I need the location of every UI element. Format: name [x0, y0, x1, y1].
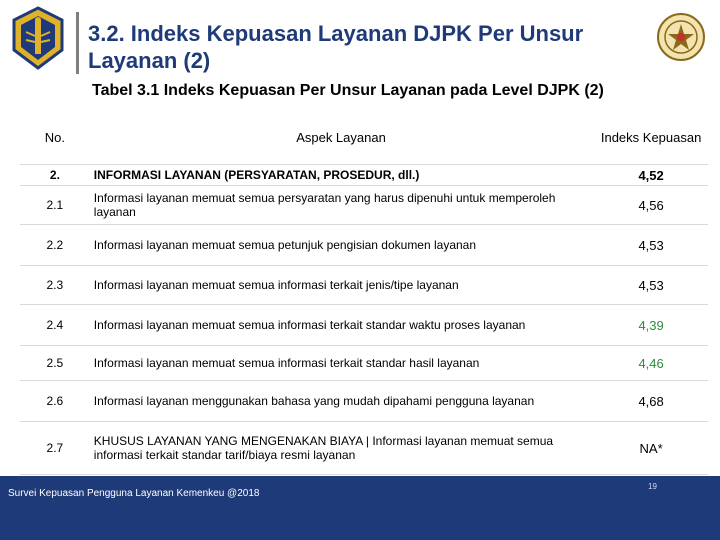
row-aspek: INFORMASI LAYANAN (PERSYARATAN, PROSEDUR, dll.) — [90, 165, 594, 186]
row-no: 2.4 — [20, 305, 90, 346]
row-index: 4,53 — [594, 266, 708, 305]
footer-bar — [0, 476, 720, 540]
row-index: 4,53 — [594, 225, 708, 266]
row-index: 4,52 — [594, 165, 708, 186]
col-header-index: Indeks Kepuasan — [594, 110, 708, 165]
table-row — [20, 422, 708, 475]
row-no: 2.2 — [20, 225, 90, 266]
satisfaction-table — [20, 110, 708, 475]
row-no: 2.3 — [20, 266, 90, 305]
row-aspek: Informasi layanan menggunakan bahasa yang mudah dipahami pengguna layanan — [90, 381, 594, 422]
table-row — [20, 346, 708, 381]
row-no: 2.6 — [20, 381, 90, 422]
row-no: 2.7 — [20, 422, 90, 475]
row-aspek: KHUSUS LAYANAN YANG MENGENAKAN BIAYA | Informasi layanan memuat semua informasi terkait standar tarif/biaya resmi layanan — [90, 422, 594, 475]
row-aspek: Informasi layanan memuat semua persyaratan yang harus dipenuhi untuk memperoleh layanan — [90, 186, 594, 225]
table-row — [20, 381, 708, 422]
row-no: 2. — [20, 165, 90, 186]
table-row — [20, 305, 708, 346]
row-index: 4,39 — [594, 305, 708, 346]
col-header-aspek: Aspek Layanan — [90, 110, 594, 165]
table-header-row — [20, 110, 708, 165]
row-aspek: Informasi layanan memuat semua informasi terkait jenis/tipe layanan — [90, 266, 594, 305]
table-row — [20, 186, 708, 225]
row-index: 4,56 — [594, 186, 708, 225]
row-aspek: Informasi layanan memuat semua informasi terkait standar hasil layanan — [90, 346, 594, 381]
table-row — [20, 225, 708, 266]
table-caption: Tabel 3.1 Indeks Kepuasan Per Unsur Layanan pada Level DJPK (2) — [92, 82, 604, 99]
row-index: 4,46 — [594, 346, 708, 381]
page-title: 3.2. Indeks Kepuasan Layanan DJPK Per Unsur Layanan (2) — [88, 21, 584, 73]
row-no: 2.1 — [20, 186, 90, 225]
row-no: 2.5 — [20, 346, 90, 381]
col-header-no: No. — [20, 110, 90, 165]
row-aspek: Informasi layanan memuat semua petunjuk pengisian dokumen layanan — [90, 225, 594, 266]
title-divider — [76, 12, 79, 74]
footer-text: Survei Kepuasan Pengguna Layanan Kemenkeu @2018 — [8, 488, 260, 499]
page-number: 19 — [648, 482, 657, 491]
row-index: 4,68 — [594, 381, 708, 422]
row-index: NA* — [594, 422, 708, 475]
row-aspek: Informasi layanan memuat semua informasi terkait standar waktu proses layanan — [90, 305, 594, 346]
kemenkeu-logo-icon — [8, 6, 68, 70]
table-row — [20, 266, 708, 305]
table-row — [20, 165, 708, 186]
emblem-seal-icon — [656, 12, 706, 62]
